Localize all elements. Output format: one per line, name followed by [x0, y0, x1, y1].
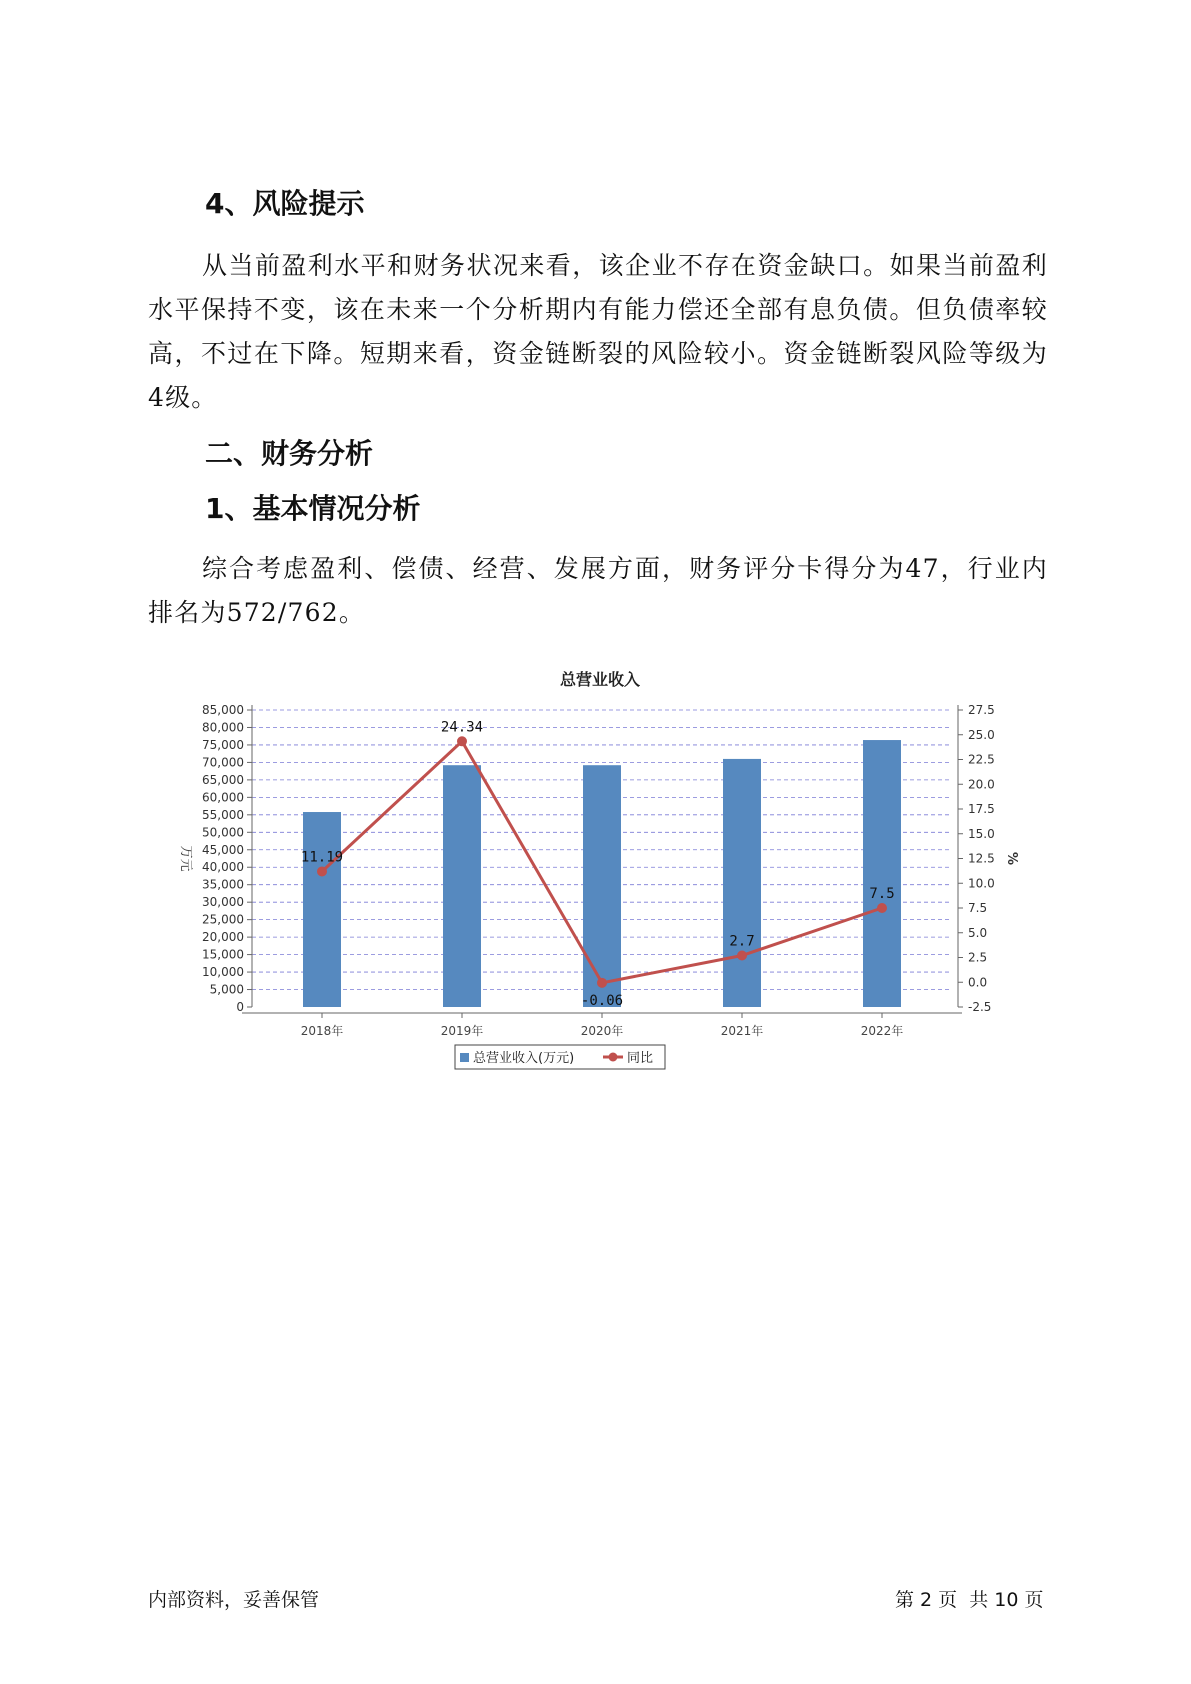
x-tick-label: 2019年	[440, 1024, 484, 1038]
yoy-data-label: 2.7	[729, 933, 755, 950]
y2-tick-label: 10.0	[968, 876, 995, 891]
y2-tick-label: 2.5	[968, 950, 988, 965]
y2-tick-label: 5.0	[968, 925, 988, 940]
y-axis-title: 万元	[178, 845, 193, 872]
yoy-point	[457, 736, 467, 746]
subsection-heading-basic: 1、基本情况分析	[205, 492, 421, 525]
section-heading-risk: 4、风险提示	[205, 187, 365, 220]
y-tick-label: 80,000	[202, 720, 244, 735]
legend-bar-label: 总营业收入(万元)	[473, 1051, 575, 1066]
yoy-data-label: 7.5	[869, 886, 895, 902]
y-tick-label: 15,000	[202, 947, 244, 962]
finance-paragraph: 综合考虑盈利、偿债、经营、发展方面，财务评分卡得分为47，行业内排名为572/762。	[148, 554, 1048, 627]
legend-bar-swatch	[460, 1053, 469, 1062]
chart-svg	[160, 655, 1040, 1115]
y-tick-label: 30,000	[202, 895, 244, 910]
legend-line-label: 同比	[627, 1051, 654, 1066]
y-tick-label: 20,000	[202, 930, 244, 945]
revenue-chart	[160, 655, 1040, 1115]
y-tick-label: 0	[236, 1000, 244, 1014]
y2-tick-label: 20.0	[968, 777, 995, 792]
yoy-point	[737, 951, 747, 961]
yoy-data-label: -0.06	[580, 992, 624, 1009]
y-tick-label: 60,000	[202, 790, 244, 805]
footer-page-number: 第 2 页 共 10 页	[895, 1589, 1044, 1611]
bar-2018年	[300, 812, 344, 1007]
y-tick-label: 40,000	[202, 860, 244, 875]
y-tick-label: 45,000	[202, 842, 244, 857]
bar-2021年	[723, 759, 761, 1007]
legend-line-marker	[609, 1053, 618, 1062]
y2-tick-label: 25.0	[968, 727, 995, 742]
y-tick-label: 5,000	[209, 982, 244, 997]
y-tick-label: 65,000	[202, 772, 244, 787]
bar-2019年	[443, 765, 481, 1007]
y2-tick-label: 12.5	[968, 851, 995, 866]
y2-tick-label: 17.5	[968, 802, 995, 816]
footer-confidential: 内部资料，妥善保管	[148, 1589, 320, 1611]
y-tick-label: 50,000	[202, 825, 244, 840]
bar-2022年	[863, 740, 901, 1007]
y2-tick-label: 15.0	[968, 826, 995, 841]
yoy-data-label: 24.34	[440, 719, 484, 736]
section-heading-finance: 二、财务分析	[205, 437, 374, 470]
y-tick-label: 75,000	[202, 737, 244, 752]
y-tick-label: 35,000	[202, 877, 244, 892]
y2-tick-label: 27.5	[968, 703, 995, 717]
y-tick-label: 25,000	[202, 912, 244, 927]
yoy-data-label: 11.19	[300, 849, 344, 866]
yoy-point	[317, 866, 327, 876]
x-tick-label: 2022年	[860, 1024, 904, 1038]
y2-tick-label: 22.5	[968, 752, 995, 767]
y-tick-label: 10,000	[202, 965, 244, 980]
y2-tick-label: 0.0	[968, 975, 988, 990]
y-tick-label: 85,000	[202, 703, 244, 717]
y-tick-label: 55,000	[202, 807, 244, 822]
y2-axis-title: %	[1004, 851, 1019, 866]
x-tick-label: 2021年	[720, 1024, 764, 1038]
y2-tick-label: 7.5	[968, 901, 988, 915]
y-tick-label: 70,000	[202, 755, 244, 770]
yoy-point	[597, 978, 607, 988]
x-tick-label: 2020年	[580, 1024, 624, 1038]
chart-title: 总营业收入	[559, 670, 641, 689]
x-tick-label: 2018年	[300, 1024, 344, 1038]
bar-2020年	[580, 765, 624, 1009]
y2-tick-label: -2.5	[968, 1000, 992, 1014]
risk-paragraph: 从当前盈利水平和财务状况来看，该企业不存在资金缺口。如果当前盈利水平保持不变，该在未来一个分析期内有能力偿还全部有息负债。但负债率较高，不过在下降。短期来看，资金链断裂的风险较小。资金链断裂风险等级为4级。	[148, 251, 1048, 412]
yoy-point	[877, 903, 887, 913]
